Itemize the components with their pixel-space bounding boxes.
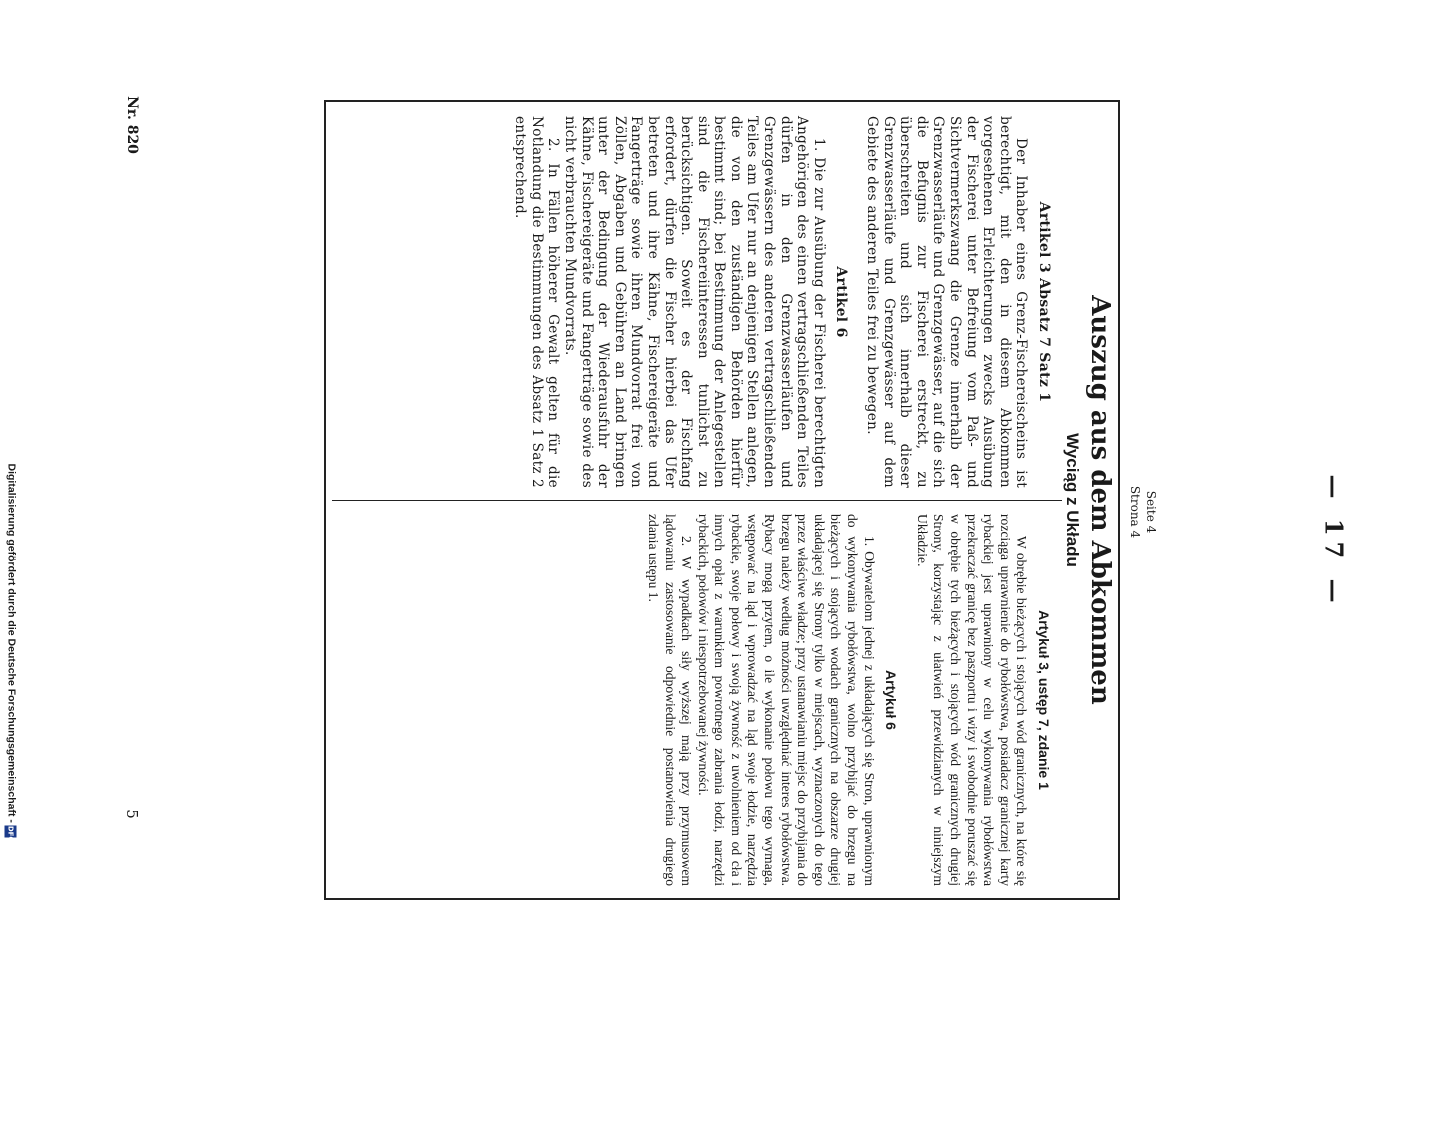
credit-line	[5, 464, 18, 1124]
polish-heading-article6: Artykuł 6	[883, 670, 900, 730]
margin-nr: Nr. 820	[124, 96, 140, 154]
dfg-logo-icon: DFG	[6, 825, 15, 843]
german-heading-article3: Artikel 3 Absatz 7 Satz 1	[1036, 201, 1052, 403]
title-pl: Wyciąg z Układu	[1063, 433, 1082, 567]
german-paragraph: Der Inhaber eines Grenz-Fischereischeins ist berechtigt, mit den in diesem Abkommen vorgesehenen Erleichterungen zwecks Ausübung der Fischerei unter Befreiung vom Paß- und Sichtvermerkszwang die Grenze innerhalb der Grenzwasserläufe und Grenzgewässer, auf die sich die Befugnis zur Fischerei erstreckt, zu überschreiten und sich innerhalb dieser Grenzwasserläufe und Grenzgewässer auf dem Gebiete des anderen Teiles frei zu bewegen.	[864, 116, 1030, 488]
polish-paragraph: W obrębie bieżących i stojących wód granicznych, na które się rozciąga uprawnienie do rybołówstwa, posiadacz granicznej karty rybackiej jest uprawniony w celu wykonywania rybołówstwa przekraczać granicę bez paszportu i wizy i swobodnie poruszać się w obrębie tych bieżących i stojących wód granicznych drugiej Strony, korzystając z ułatwień przewidzianych w niniejszym Układzie.	[914, 514, 1030, 886]
page-label-pl: Strona 4	[1128, 485, 1142, 539]
document-page	[324, 100, 1120, 900]
german-column	[512, 116, 1052, 488]
german-paragraph: 2. In Fällen höherer Gewalt gelten für die Notlandung die Bestimmungen des Absatz 1 Satz 2 entsprechend.	[512, 116, 562, 488]
polish-paragraph: 1. Obywatelom jednej z układających się Stron, uprawnionym do wykonywania rybołówstwa, wolno przybijać do brzegu na bieżących i stojących wodach granicznych na obszarze drugiej układającej się Strony tylko w miejscach, wyznaczonych do tego przez właściwe władze; przy ustanawianiu miejsc do przybijania do brzegu należy według możności uwzględniać interes rybołówstwa. Rybacy mogą przytem, o ile wykonanie połowu tego wymaga, wstępować na ląd i wprowadzać na ląd swoje łodzie, narzędzia rybackie, swoje połowy i swoją żywność z uwolnieniem od cła i innych opłat z warunkiem powrotnego zabrania łodzi, narzędzi rybackich, połowów i niespotrzebowanej żywności.	[695, 514, 877, 886]
polish-column	[644, 514, 1052, 886]
credit-text: Digitalisierung gefördert durch die Deutsche Forschungsgemeinschaft -	[5, 463, 18, 823]
page-label-de: Seite 4	[1144, 490, 1158, 534]
column-divider	[332, 500, 1062, 501]
german-paragraph: 1. Die zur Ausübung der Fischerei berechtigten Angehörigen des einen vertragschließenden Teiles dürfen in den Grenzwasserläufen und Grenzgewässern des anderen vertragschließenden Teiles am Ufer nur an denjenigen Stellen anlegen, die von den zuständigen Behörden hierfür bestimmt sind; bei Bestimmung der Anlegestellen sind die Fischereiinteressen tunlichst zu berücksichtigen. Soweit es der Fischfang erfordert, dürfen die Fischer hierbei das Ufer betreten und ihre Kähne, Fischereigeräte und Fangerträge sowie ihren Mundvorrat frei von Zöllen, Abgaben und Gebühren an Land bringen unter der Bedingung der Wiederausfuhr der Kähne, Fischereigeräte und Fangerträge sowie des nicht verbrauchten Mundvorrats.	[561, 116, 827, 488]
polish-paragraph: 2. W wypadkach siły wyższej mają przy przymusowem lądowaniu zastosowanie odpowiednie postanowienia drugiego zdania ustępu 1.	[645, 514, 695, 886]
polish-heading-article3: Artykuł 3, ustęp 7, zdanie 1	[1036, 610, 1052, 790]
page-number: — 17 —	[1319, 474, 1349, 609]
german-heading-article6: Artikel 6	[833, 266, 850, 338]
title-de: Auszug aus dem Abkommen	[1085, 295, 1115, 705]
bottom-page-number: 5	[123, 809, 141, 819]
